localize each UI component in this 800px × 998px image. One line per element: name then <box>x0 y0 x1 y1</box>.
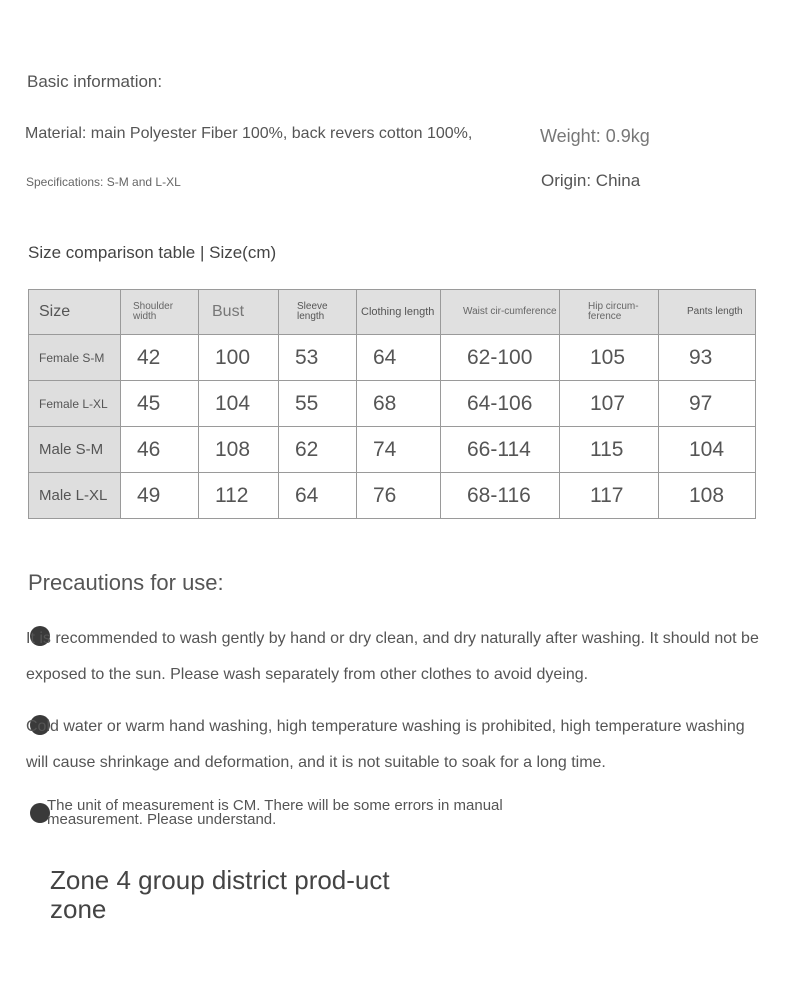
header-clothing-length: Clothing length <box>357 290 441 335</box>
precaution-item: Cold water or warm hand washing, high temperature washing is prohibited, high temperature washing will cause shrinkage and deformation, and it is not suitable to soak for a long time. <box>26 718 745 771</box>
basic-info-title: Basic information: <box>27 72 163 91</box>
table-row <box>29 427 756 473</box>
table-row <box>29 335 756 381</box>
header-bust: Bust <box>199 290 279 335</box>
table-cell: 55 <box>279 381 357 427</box>
row-label: Male S-M <box>29 427 121 473</box>
row-label: Male L-XL <box>29 473 121 519</box>
table-cell: 62-100 <box>441 335 560 381</box>
row-label: Female L-XL <box>29 381 121 427</box>
precautions-title: Precautions for use: <box>28 570 224 595</box>
origin-text: Origin: China <box>541 171 641 190</box>
specifications-text: Specifications: S-M and L-XL <box>26 175 181 189</box>
table-cell: 107 <box>560 381 659 427</box>
table-cell: 112 <box>199 473 279 519</box>
table-cell: 68-116 <box>441 473 560 519</box>
header-waist-circumference: Waist cir-cumference <box>441 290 560 335</box>
table-cell: 74 <box>357 427 441 473</box>
table-cell: 64-106 <box>441 381 560 427</box>
table-cell: 108 <box>659 473 756 519</box>
table-cell: 42 <box>121 335 199 381</box>
zone-heading: Zone 4 group district prod-uct zone <box>50 865 390 924</box>
weight-text: Weight: 0.9kg <box>540 126 650 146</box>
table-cell: 53 <box>279 335 357 381</box>
table-cell: 46 <box>121 427 199 473</box>
table-cell: 97 <box>659 381 756 427</box>
header-size: Size <box>29 290 121 335</box>
table-cell: 68 <box>357 381 441 427</box>
table-cell: 64 <box>279 473 357 519</box>
table-cell: 76 <box>357 473 441 519</box>
table-cell: 45 <box>121 381 199 427</box>
header-shoulder-width: Shoulder width <box>121 290 199 335</box>
row-label: Female S-M <box>29 335 121 381</box>
table-cell: 117 <box>560 473 659 519</box>
table-cell: 115 <box>560 427 659 473</box>
size-table-title: Size comparison table | Size(cm) <box>28 243 277 262</box>
table-cell: 66-114 <box>441 427 560 473</box>
table-cell: 49 <box>121 473 199 519</box>
table-row <box>29 473 756 519</box>
table-row <box>29 381 756 427</box>
table-cell: 105 <box>560 335 659 381</box>
material-text: Material: main Polyester Fiber 100%, back revers cotton 100%, <box>25 125 473 142</box>
size-comparison-table <box>28 289 756 519</box>
table-cell: 64 <box>357 335 441 381</box>
precaution-item: The unit of measurement is CM. There will be some errors in manual measurement. Please understand. <box>47 797 503 828</box>
header-hip-circumference: Hip circum-ference <box>560 290 659 335</box>
header-pants-length: Pants length <box>659 290 756 335</box>
table-cell: 62 <box>279 427 357 473</box>
table-header-row <box>29 290 756 335</box>
table-cell: 104 <box>199 381 279 427</box>
table-cell: 104 <box>659 427 756 473</box>
table-cell: 100 <box>199 335 279 381</box>
table-cell: 93 <box>659 335 756 381</box>
precaution-item: It is recommended to wash gently by hand or dry clean, and dry naturally after washing. It should not be exposed to the sun. Please wash separately from other clothes to avoid dyeing. <box>26 630 759 683</box>
header-sleeve-length: Sleeve length <box>279 290 357 335</box>
table-cell: 108 <box>199 427 279 473</box>
